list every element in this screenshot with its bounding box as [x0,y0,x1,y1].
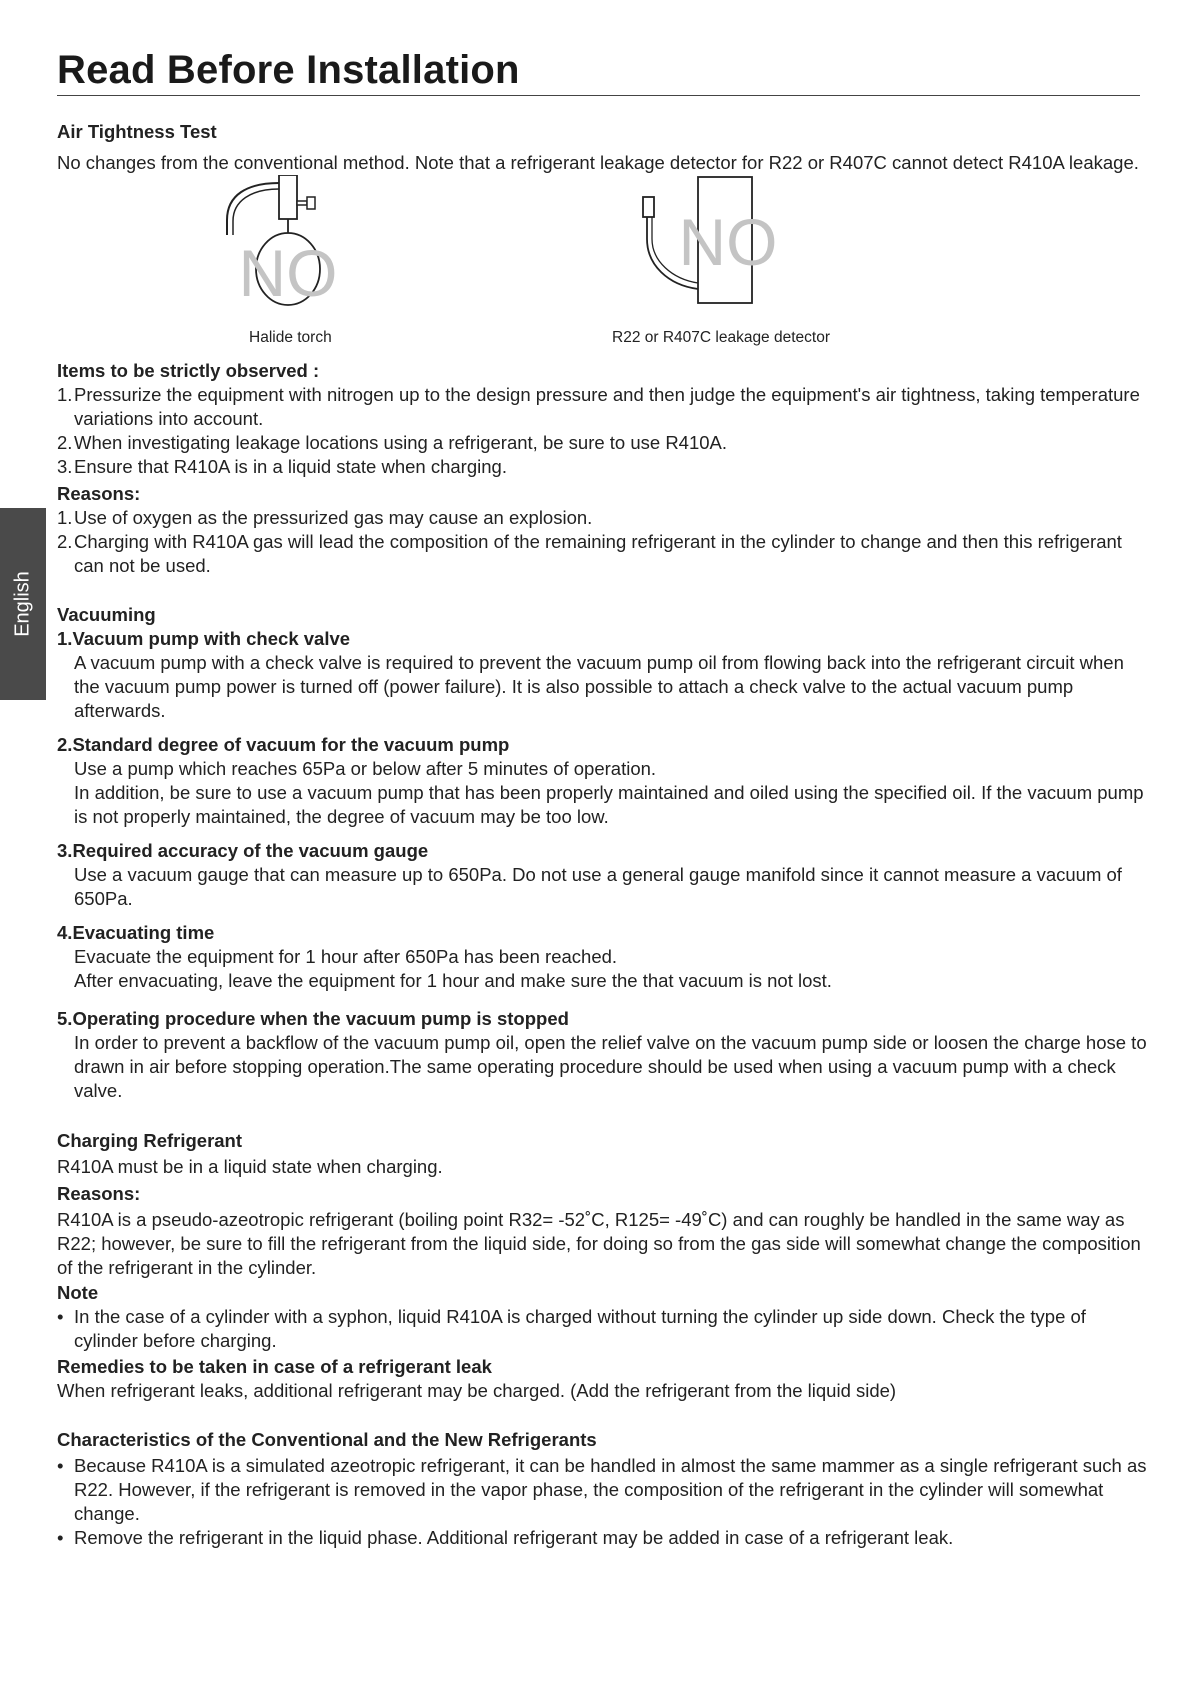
note-heading: Note [57,1282,99,1303]
leakage-detector-caption: R22 or R407C leakage detector [612,329,830,346]
vacuum-section [57,733,1147,829]
reason-item [57,530,1147,578]
characteristics-heading: Characteristics of the Conventional and the New Refrigerants [57,1429,597,1450]
characteristics-text: Because R410A is a simulated azeotropic refrigerant, it can be handled in almost the same mammer as a single refrigerant such as R22. However, if the refrigerant is removed in the vapor phase, the composition of the refrigerant in the cylinder will somewhat change. [74,1455,1147,1524]
halide-torch-caption: Halide torch [249,329,332,346]
halide-torch-icon [217,175,357,335]
charging-heading: Charging Refrigerant [57,1130,243,1151]
vacuum-section-text: Evacuate the equipment for 1 hour after 650Pa has been reached. [74,946,618,967]
vacuum-section-text: A vacuum pump with a check valve is required to prevent the vacuum pump oil from flowing back into the refrigerant circuit when the vacuum pump power is turned off (power failure). It is also possible to attach a check valve to the actual vacuum pump afterwards. [74,652,1124,721]
observed-item [57,383,1147,431]
note-text: In the case of a cylinder with a syphon, liquid R410A is charged without turning the cylinder up side down. Check the type of cylinder before charging. [74,1306,1086,1351]
item-number: 2. [57,531,73,552]
item-number: 1. [57,507,73,528]
vacuum-section-text: After envacuating, leave the equipment for 1 hour and make sure the that vacuum is not lost. [74,970,832,991]
no-mark: NO [678,205,778,279]
vacuum-section-title: 4.Evacuating time [57,922,215,943]
bullet: • [57,1455,64,1476]
item-text: Pressurize the equipment with nitrogen up to the design pressure and then judge the equipment's air tightness, taking temperature variations into account. [74,384,1140,429]
remedies-heading: Remedies to be taken in case of a refrigerant leak [57,1356,492,1377]
language-side-tab [0,508,46,700]
bullet: • [57,1527,64,1548]
vacuum-section [57,839,1147,911]
document-body [57,120,1147,1550]
vacuuming-heading: Vacuuming [57,604,156,625]
item-text: Use of oxygen as the pressurized gas may cause an explosion. [74,507,593,528]
vacuum-section-title: 1.Vacuum pump with check valve [57,628,351,649]
remedies-text: When refrigerant leaks, additional refrigerant may be charged. (Add the refrigerant from the liquid side) [57,1380,897,1401]
note-item [57,1305,1147,1353]
item-number: 2. [57,432,73,453]
characteristics-text: Remove the refrigerant in the liquid phase. Additional refrigerant may be added in case of a refrigerant leak. [74,1527,954,1548]
charging-reasons-text: R410A is a pseudo-azeotropic refrigerant (boiling point R32= -52˚C, R125= -49˚C) and can roughly be handled in the same way as R22; however, be sure to fill the refrigerant from the liquid side, for doing so from the gas side will somewhat change the composition of the refrigerant in the cylinder. [57,1209,1141,1278]
air-tightness-heading: Air Tightness Test [57,121,217,142]
characteristics-item [57,1454,1147,1526]
air-tightness-intro: No changes from the conventional method. Note that a refrigerant leakage detector for R22 or R407C cannot detect R410A leakage. [57,152,1139,173]
vacuum-section [57,627,1147,723]
halide-torch-figure [217,175,357,346]
vacuum-section-text: In addition, be sure to use a vacuum pump that has been properly maintained and oiled using the specified oil. If the vacuum pump is not properly maintained, the degree of vacuum may be too low. [74,782,1144,827]
title-rule [57,95,1140,96]
reasons-heading: Reasons: [57,483,141,504]
charging-intro: R410A must be in a liquid state when charging. [57,1156,443,1177]
bullet: • [57,1306,64,1327]
vacuum-section-title: 2.Standard degree of vacuum for the vacuum pump [57,734,510,755]
vacuum-section [57,921,1147,993]
item-number: 3. [57,456,73,477]
leakage-detector-icon [630,175,790,335]
leakage-detector-figure [612,175,830,346]
vacuum-section-text: Use a pump which reaches 65Pa or below after 5 minutes of operation. [74,758,657,779]
charging-reasons-heading: Reasons: [57,1183,141,1204]
item-text: Ensure that R410A is in a liquid state when charging. [74,456,507,477]
item-text: Charging with R410A gas will lead the composition of the remaining refrigerant in the cylinder to change and then this refrigerant can not be used. [74,531,1122,576]
item-number: 1. [57,384,73,405]
vacuum-section [57,1007,1147,1103]
reason-item [57,506,1147,530]
vacuum-section-title: 5.Operating procedure when the vacuum pump is stopped [57,1008,569,1029]
leak-detection-figures [57,175,1147,359]
characteristics-item [57,1526,1147,1550]
vacuum-section-text: In order to prevent a backflow of the vacuum pump oil, open the relief valve on the vacuum pump side or loosen the charge hose to drawn in air before stopping operation.The same operating procedure should be used when using a vacuum pump with a check valve. [74,1032,1147,1101]
observed-item [57,455,1147,479]
observed-item [57,431,1147,455]
no-mark: NO [238,236,338,310]
observed-heading: Items to be strictly observed : [57,360,320,381]
language-label: English [11,571,34,637]
page-title: Read Before Installation [57,48,520,92]
vacuum-section-text: Use a vacuum gauge that can measure up to 650Pa. Do not use a general gauge manifold since it cannot measure a vacuum of 650Pa. [74,864,1122,909]
item-text: When investigating leakage locations using a refrigerant, be sure to use R410A. [74,432,728,453]
vacuum-section-title: 3.Required accuracy of the vacuum gauge [57,840,429,861]
